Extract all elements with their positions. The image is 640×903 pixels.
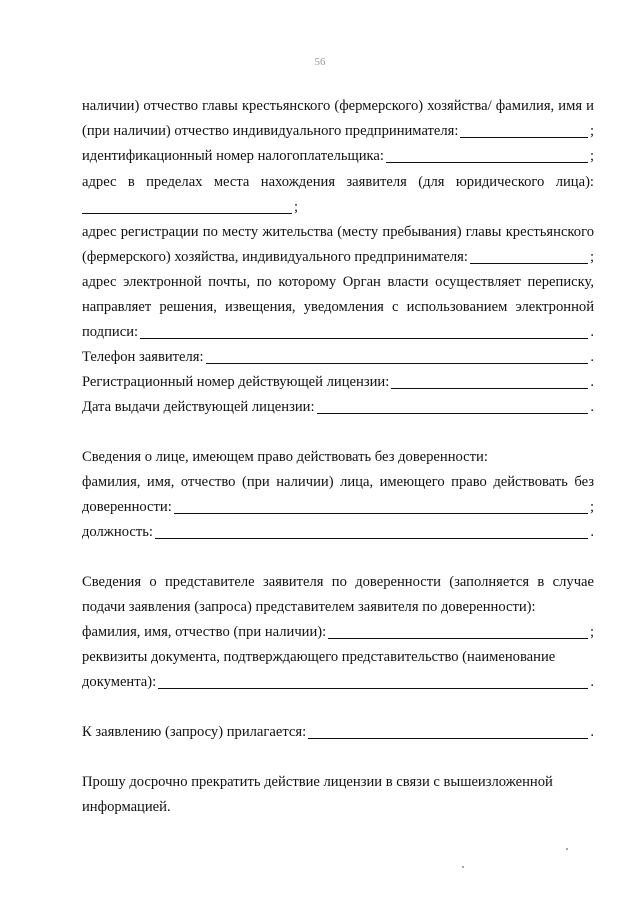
field-entrepreneur-name: (при наличии) отчество индивидуального предпринимателя: ;: [82, 123, 594, 139]
fill-line[interactable]: [308, 724, 588, 739]
field-registration-address: (фермерского) хозяйства, индивидуального предпринимателя: ;: [82, 249, 594, 265]
request-text-line-1: Прошу досрочно прекратить действие лицензии в связи с вышеизложенной: [82, 774, 553, 790]
field-position: должность: .: [82, 524, 594, 540]
fill-line[interactable]: [140, 324, 588, 339]
fill-line[interactable]: [317, 399, 589, 414]
field-license-number: Регистрационный номер действующей лицензии: .: [82, 374, 594, 390]
field-authorized-person-name: доверенности: ;: [82, 499, 594, 515]
text-line-head-name-cont: наличии) отчество главы крестьянского (фермерского) хозяйства/ фамилия, имя и: [82, 98, 594, 114]
text-line-legal-address: адрес в пределах места нахождения заявителя (для юридического лица):: [82, 174, 594, 190]
fill-line[interactable]: [82, 199, 292, 214]
field-representation-doc: документа): .: [82, 674, 594, 690]
page-number: 56: [314, 56, 326, 68]
field-phone: Телефон заявителя: .: [82, 349, 594, 365]
fill-line[interactable]: [386, 148, 588, 163]
fill-line[interactable]: [158, 674, 588, 689]
text-line-authorized-person: фамилия, имя, отчество (при наличии) лица, имеющего право действовать без: [82, 474, 594, 490]
fill-line[interactable]: [391, 374, 588, 389]
field-license-date: Дата выдачи действующей лицензии: .: [82, 399, 594, 415]
field-email: подписи: .: [82, 324, 594, 340]
fill-line[interactable]: [174, 499, 588, 514]
fill-line[interactable]: [155, 524, 588, 539]
text-line-email-2: направляет решения, извещения, уведомления с использованием электронной: [82, 299, 594, 315]
text-line-registration-address: адрес регистрации по месту жительства (месту пребывания) главы крестьянского: [82, 224, 594, 240]
fill-line[interactable]: [470, 249, 588, 264]
field-inn: идентификационный номер налогоплательщика: ;: [82, 148, 594, 164]
text-line-email-1: адрес электронной почты, по которому Орган власти осуществляет переписку,: [82, 274, 594, 290]
field-legal-address: ;: [82, 197, 594, 217]
text-line-representation-doc: реквизиты документа, подтверждающего представительство (наименование: [82, 649, 556, 665]
fill-line[interactable]: [206, 349, 589, 364]
section-heading-representative: Сведения о представителе заявителя по доверенности (заполняется в случае: [82, 574, 594, 590]
field-representative-name: фамилия, имя, отчество (при наличии): ;: [82, 624, 594, 640]
scan-speck: [462, 866, 464, 868]
text-line-representative: подачи заявления (запроса) представителем заявителя по доверенности):: [82, 599, 536, 615]
request-text-line-2: информацией.: [82, 799, 171, 815]
field-attachments: К заявлению (запросу) прилагается: .: [82, 724, 594, 740]
scan-speck: [566, 848, 568, 850]
fill-line[interactable]: [328, 624, 588, 639]
section-heading-authorized-person: Сведения о лице, имеющем право действовать без доверенности:: [82, 449, 488, 465]
fill-line[interactable]: [460, 123, 587, 138]
